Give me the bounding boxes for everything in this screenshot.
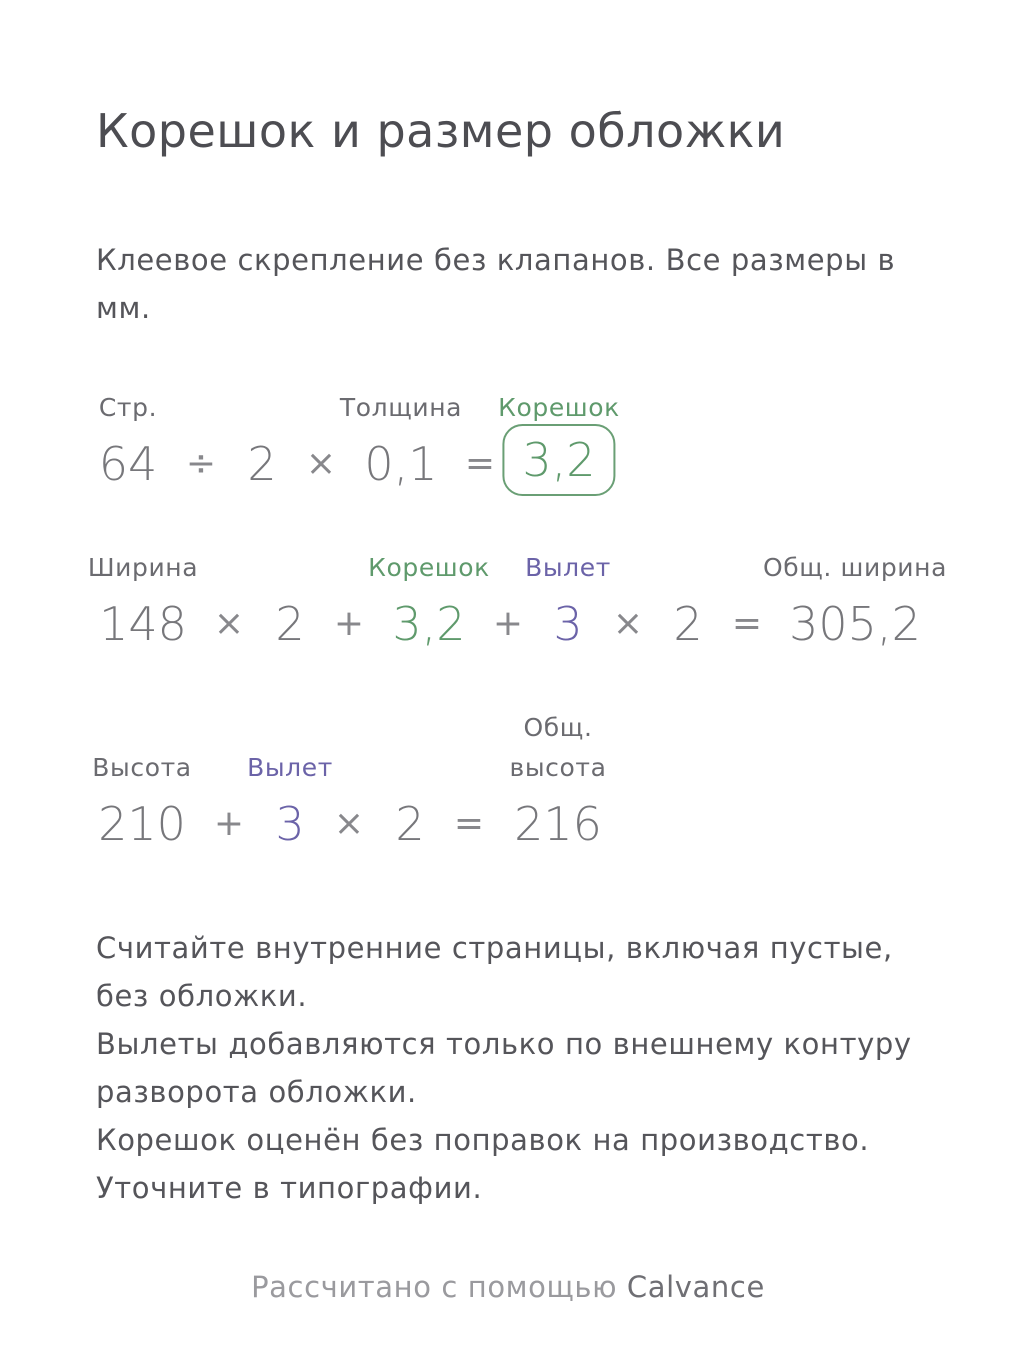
- spine-value: 3,2: [392, 597, 466, 651]
- spine-label: Корешок: [368, 553, 490, 582]
- pages-label: Стр.: [98, 393, 158, 422]
- thickness-label: Толщина: [339, 393, 463, 422]
- bleed-label: Вылет: [247, 753, 333, 782]
- brand-link[interactable]: Calvance: [626, 1270, 765, 1304]
- spine-result-value: 3,2: [502, 424, 615, 496]
- multiply-sign: ×: [213, 603, 245, 644]
- width-label: Ширина: [87, 553, 199, 582]
- bleed-value: 3: [275, 797, 305, 851]
- total-width-value: 305,2: [789, 597, 921, 651]
- multiply-sign: ×: [305, 443, 337, 484]
- plus-sign: +: [492, 603, 524, 644]
- bleed-factor-value: 2: [395, 797, 425, 851]
- total-width-label: Общ. ширина: [762, 553, 948, 582]
- divide-sign: ÷: [185, 443, 217, 484]
- height-formula: [0, 708, 1016, 858]
- footer-prefix: Рассчитано с помощью: [251, 1270, 627, 1304]
- spine-result-label: Корешок: [498, 393, 620, 422]
- note-spine: Корешок оценён без поправок на производство. Уточните в типографии.: [96, 1123, 870, 1205]
- note-bleed: Вылеты добавляются только по внешнему контуру разворота обложки.: [96, 1027, 912, 1109]
- spine-formula: [0, 388, 1016, 508]
- note-pages: Считайте внутренние страницы, включая пустые, без обложки.: [96, 931, 893, 1013]
- bleed-factor-value: 2: [673, 597, 703, 651]
- thickness-value: 0,1: [364, 437, 438, 491]
- height-value: 210: [98, 797, 186, 851]
- divisor-value: 2: [247, 437, 277, 491]
- multiply-sign: ×: [612, 603, 644, 644]
- factor-value: 2: [275, 597, 305, 651]
- total-height-value: 216: [514, 797, 602, 851]
- height-label: Высота: [92, 753, 192, 782]
- footer: [0, 1270, 1016, 1304]
- description: Клеевое скрепление без клапанов. Все размеры в мм.: [96, 243, 896, 325]
- plus-sign: +: [333, 603, 365, 644]
- equals-sign: =: [464, 443, 496, 484]
- width-formula: [0, 548, 1016, 658]
- total-height-label: Общ. высота: [509, 713, 607, 782]
- bleed-label: Вылет: [525, 553, 611, 582]
- width-value: 148: [99, 597, 187, 651]
- notes: [96, 924, 936, 1212]
- multiply-sign: ×: [333, 803, 365, 844]
- page-title: Корешок и размер обложки: [96, 104, 786, 158]
- pages-value: 64: [98, 437, 158, 491]
- bleed-value: 3: [553, 597, 583, 651]
- plus-sign: +: [213, 803, 245, 844]
- equals-sign: =: [453, 803, 485, 844]
- equals-sign: =: [731, 603, 763, 644]
